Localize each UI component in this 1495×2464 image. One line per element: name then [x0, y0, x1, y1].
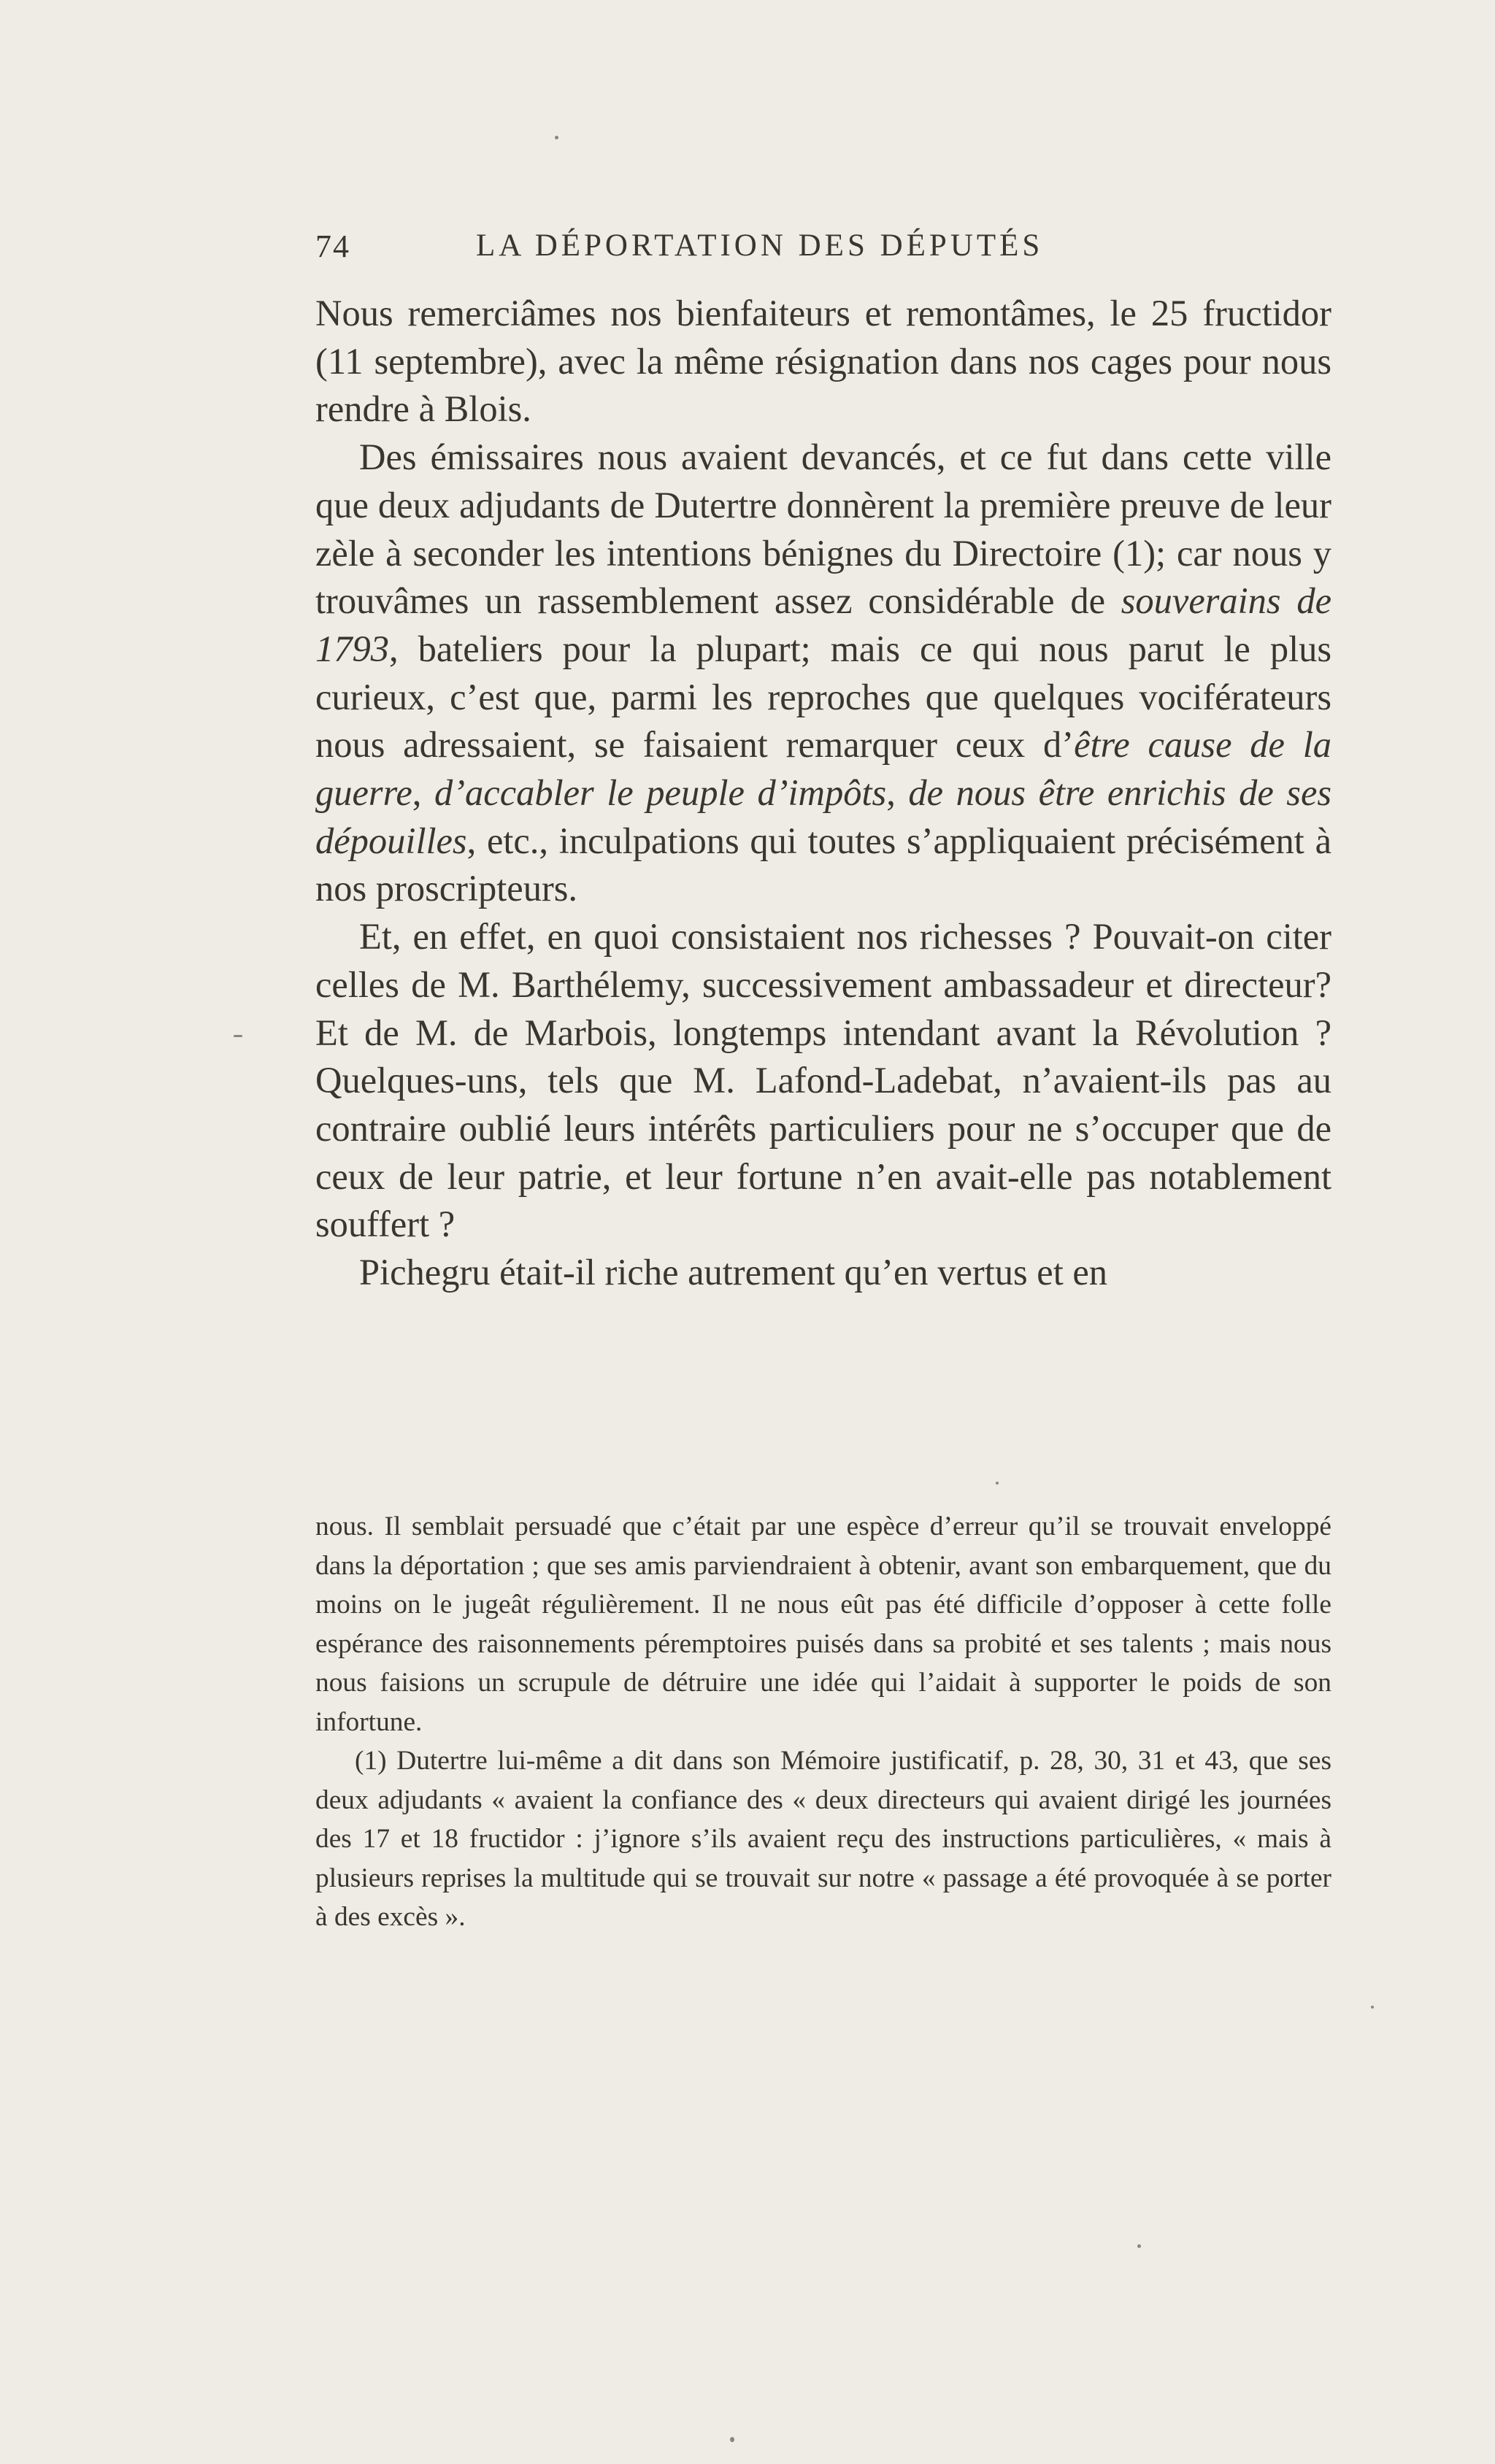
footnotes [315, 1507, 1331, 1937]
speck [996, 1482, 999, 1485]
main-text [315, 290, 1331, 1297]
italic-accabler-peuple: d’accabler le peuple d’impôts [434, 772, 887, 814]
page-header [315, 228, 1331, 272]
speck [555, 136, 558, 139]
paragraph-1: Nous remerciâmes nos bienfaiteurs et remontâmes, le 25 fructidor (11 septembre), avec la même résignation dans nos cages pour nous rendre à Blois. [315, 293, 1331, 430]
speck [1371, 2006, 1374, 2009]
italic-souverains: souverains de 1793 [315, 580, 1331, 669]
paragraph-2-text-g: , [886, 772, 909, 814]
italic-enrichis: de nous être enrichis de ses dépouilles [315, 772, 1332, 861]
italic-cause-guerre: être cause de la guerre [315, 724, 1331, 814]
paragraph-4: Pichegru était-il riche autrement qu’en vertus et en [359, 1252, 1108, 1293]
running-title: LA DÉPORTATION DES DÉPUTÉS [476, 228, 1044, 263]
paragraph-2-text-e: , [412, 772, 434, 814]
paragraph-2-text-a: Des émissaires nous avaient devancés, et ce fut dans cette ville que deux adjudants de Dutertre donnèrent la première preuve de leur zèle à seconder les intentions bénignes du Directoire (1); car nous y trouvâmes un rassemblement assez considérable de [315, 436, 1331, 622]
paragraph-2 [315, 434, 1331, 913]
page-number: 74 [315, 228, 350, 264]
footnote-1: (1) Dutertre lui-même a dit dans son Mémoire justificatif, p. 28, 30, 31 et 43, que ses deux adjudants « avaient la confiance des « deux directeurs qui avaient dirigé les journées des 17 et 18 fructidor : j’ignore s’ils avaient reçu des instructions particulières, « mais à plusieurs reprises la multitude qui se trouvait sur notre « passage a été provoquée à se porter à des excès ». [315, 1746, 1331, 1932]
speck [234, 1035, 242, 1037]
speck [730, 2437, 734, 2442]
speck [1137, 2244, 1141, 2248]
paragraph-2-text-c: , bateliers pour la plupart; mais ce qui nous parut le plus curieux, c’est que, parmi les reproches que quelques vociférateurs nous adressaient, se faisaient remarquer ceux d’ [315, 628, 1331, 766]
paragraph-2-text-i: , etc., inculpations qui toutes s’appliquaient précisément à nos proscripteurs. [315, 820, 1331, 909]
paragraph-3: Et, en effet, en quoi consistaient nos richesses ? Pouvait-on citer celles de M. Barthélemy, successivement ambassadeur et directeur? Et de M. de Marbois, longtemps intendant avant la Révolution ? Quelques-uns, tels que M. Lafond-Ladebat, n’avaient-ils pas au contraire oublié leurs intérêts particuliers pour ne s’occuper que de ceux de leur patrie, et leur fortune n’en avait-elle pas notablement souffert ? [315, 916, 1331, 1245]
footnote-continuation: nous. Il semblait persuadé que c’était par une espèce d’erreur qu’il se trouvait enveloppé dans la déportation ; que ses amis parviendraient à obtenir, avant son embarquement, que du moins on le jugeât régulièrement. Il ne nous eût pas été difficile d’opposer à cette folle espérance des raisonnements péremptoires puisés dans sa probité et ses talents ; mais nous nous faisions un scrupule de détruire une idée qui l’aidait à supporter le poids de son infortune. [315, 1512, 1331, 1737]
